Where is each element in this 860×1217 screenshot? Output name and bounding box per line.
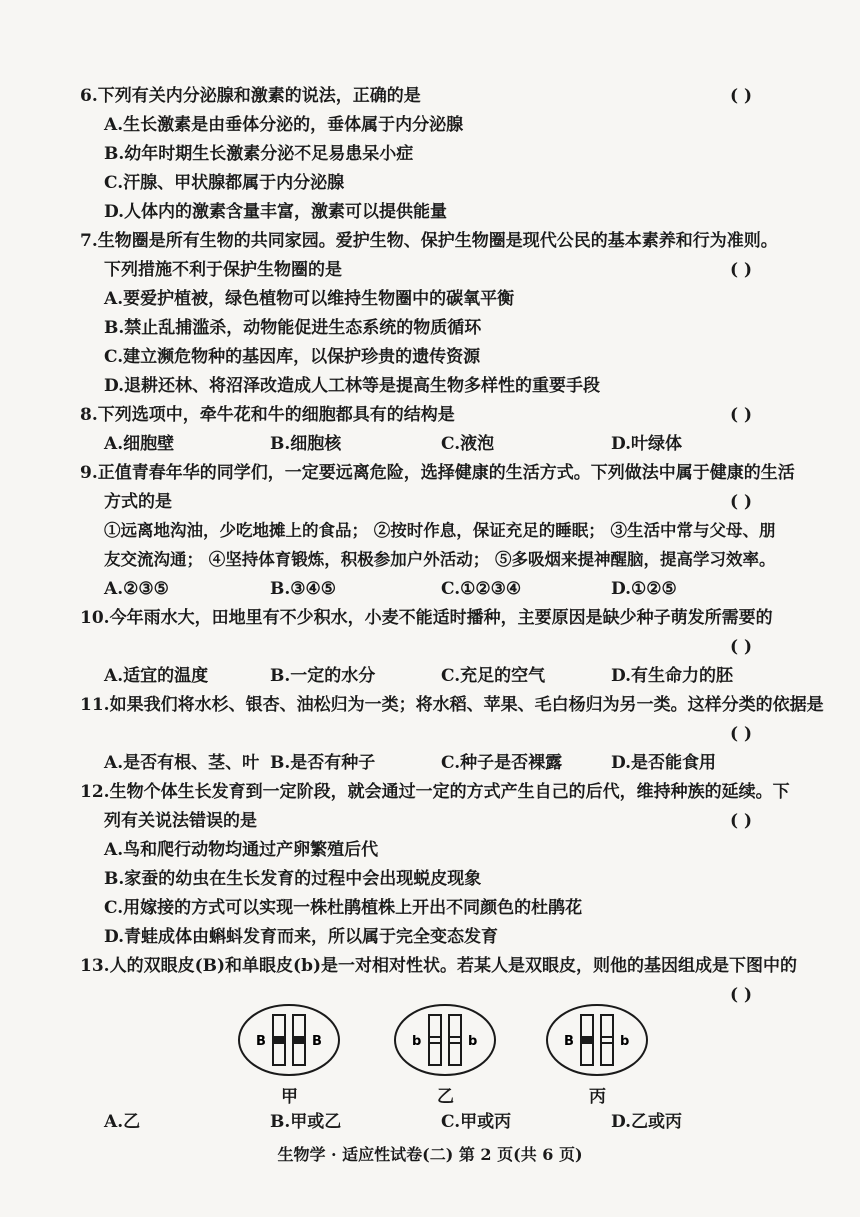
q7-option-a: A.要爱护植被，绿色植物可以维持生物圈中的碳氧平衡: [104, 289, 515, 309]
q8-option-a: A.细胞壁: [104, 434, 175, 454]
q9-option-b: B.③④⑤: [270, 579, 337, 599]
q8-stem: 8.下列选项中，牵牛花和牛的细胞都具有的结构是: [80, 405, 455, 425]
q12-stem-line1: 12.生物个体生长发育到一定阶段，就会通过一定的方式产生自己的后代，维持种族的延续。下: [80, 782, 790, 802]
gene-locus-left: [273, 1036, 285, 1044]
q7-option-b: B.禁止乱捕滥杀，动物能促进生态系统的物质循环: [104, 318, 482, 338]
q9-stem-line1: 9.正值青春年华的同学们，一定要远离危险，选择健康的生活方式。下列做法中属于健康的生活: [80, 463, 795, 483]
q11-answer-paren: ( ): [730, 724, 753, 744]
gene-label-left: B: [256, 1034, 266, 1049]
q8-answer-paren: ( ): [730, 405, 753, 425]
q6-option-a: A.生长激素是由垂体分泌的，垂体属于内分泌腺: [104, 115, 464, 135]
cell-yi: [395, 1005, 495, 1075]
cell-label-jia: 甲: [281, 1087, 298, 1107]
cell-membrane: [395, 1005, 495, 1075]
q8-option-d: D.叶绿体: [611, 434, 683, 454]
gene-label-left: B: [564, 1034, 574, 1049]
cell-membrane: [239, 1005, 339, 1075]
gene-locus-right: [293, 1036, 305, 1044]
q9-stem-line2: 方式的是: [104, 492, 172, 512]
q7-option-c: C.建立濒危物种的基因库，以保护珍贵的遗传资源: [104, 347, 481, 367]
q9-answer-paren: ( ): [730, 492, 753, 512]
q11-option-b: B.是否有种子: [270, 753, 376, 773]
gene-locus-left: [429, 1037, 441, 1043]
q6-answer-paren: ( ): [730, 86, 753, 106]
q9-items-line2: 友交流沟通； ④坚持体育锻炼，积极参加户外活动； ⑤多吸烟来提神醒脑，提高学习效率。: [104, 550, 776, 569]
q9-option-d: D.①②⑤: [611, 579, 677, 599]
q13-option-b: B.甲或乙: [270, 1112, 342, 1132]
q11-stem: 11.如果我们将水杉、银杏、油松归为一类；将水稻、苹果、毛白杨归为另一类。这样分类的依据是: [80, 695, 824, 715]
q11-option-a: A.是否有根、茎、叶: [104, 753, 260, 773]
gene-label-right: b: [468, 1034, 478, 1049]
q12-answer-paren: ( ): [730, 811, 753, 831]
q10-option-d: D.有生命力的胚: [611, 666, 734, 686]
cell-label-yi: 乙: [437, 1087, 454, 1107]
gene-cell-diagram: [235, 1000, 655, 1080]
q13-option-d: D.乙或丙: [611, 1112, 683, 1132]
cell-membrane: [547, 1005, 647, 1075]
q12-option-a: A.鸟和爬行动物均通过产卵繁殖后代: [104, 840, 379, 860]
q6-option-d: D.人体内的激素含量丰富，激素可以提供能量: [104, 202, 448, 222]
q10-answer-paren: ( ): [730, 637, 753, 657]
q13-option-c: C.甲或丙: [441, 1112, 512, 1132]
q12-option-d: D.青蛙成体由蝌蚪发育而来，所以属于完全变态发育: [104, 927, 499, 947]
q12-option-c: C.用嫁接的方式可以实现一株杜鹃植株上开出不同颜色的杜鹃花: [104, 898, 583, 918]
q10-option-b: B.一定的水分: [270, 666, 376, 686]
gene-label-right: b: [620, 1034, 630, 1049]
cell-label-bing: 丙: [589, 1087, 606, 1107]
q12-stem-line2: 列有关说法错误的是: [104, 811, 257, 831]
q8-option-b: B.细胞核: [270, 434, 342, 454]
q6-stem: 6.下列有关内分泌腺和激素的说法，正确的是: [80, 86, 421, 106]
q11-option-d: D.是否能食用: [611, 753, 717, 773]
q13-stem: 13.人的双眼皮(B)和单眼皮(b)是一对相对性状。若某人是双眼皮，则他的基因组成是下图中的: [80, 956, 798, 976]
q7-option-d: D.退耕还林、将沼泽改造成人工林等是提高生物多样性的重要手段: [104, 376, 601, 396]
q10-option-c: C.充足的空气: [441, 666, 546, 686]
q9-option-a: A.②③⑤: [104, 579, 169, 599]
gene-locus-left: [581, 1036, 593, 1044]
q7-stem-line1: 7.生物圈是所有生物的共同家园。爱护生物、保护生物圈是现代公民的基本素养和行为准则。: [80, 231, 778, 251]
gene-locus-right: [449, 1037, 461, 1043]
gene-locus-right: [601, 1037, 613, 1043]
cell-jia: [239, 1005, 339, 1075]
q13-answer-paren: ( ): [730, 985, 753, 1005]
q7-answer-paren: ( ): [730, 260, 753, 280]
q9-items-line1: ①远离地沟油，少吃地摊上的食品； ②按时作息，保证充足的睡眠； ③生活中常与父母、朋: [104, 521, 776, 540]
q8-option-c: C.液泡: [441, 434, 495, 454]
cell-bing: [547, 1005, 647, 1075]
page-footer: 生物学 · 适应性试卷(二) 第 2 页(共 6 页): [277, 1145, 583, 1164]
q6-option-b: B.幼年时期生长激素分泌不足易患呆小症: [104, 144, 414, 164]
q10-option-a: A.适宜的温度: [104, 666, 209, 686]
q12-option-b: B.家蚕的幼虫在生长发育的过程中会出现蜕皮现象: [104, 869, 482, 889]
gene-label-right: B: [312, 1034, 322, 1049]
q11-option-c: C.种子是否裸露: [441, 753, 563, 773]
q9-option-c: C.①②③④: [441, 579, 522, 599]
gene-label-left: b: [412, 1034, 422, 1049]
q6-option-c: C.汗腺、甲状腺都属于内分泌腺: [104, 173, 345, 193]
q13-option-a: A.乙: [104, 1112, 141, 1132]
q10-stem: 10.今年雨水大，田地里有不少积水，小麦不能适时播种，主要原因是缺少种子萌发所需要的: [80, 608, 773, 628]
q7-stem-line2: 下列措施不利于保护生物圈的是: [104, 260, 342, 280]
